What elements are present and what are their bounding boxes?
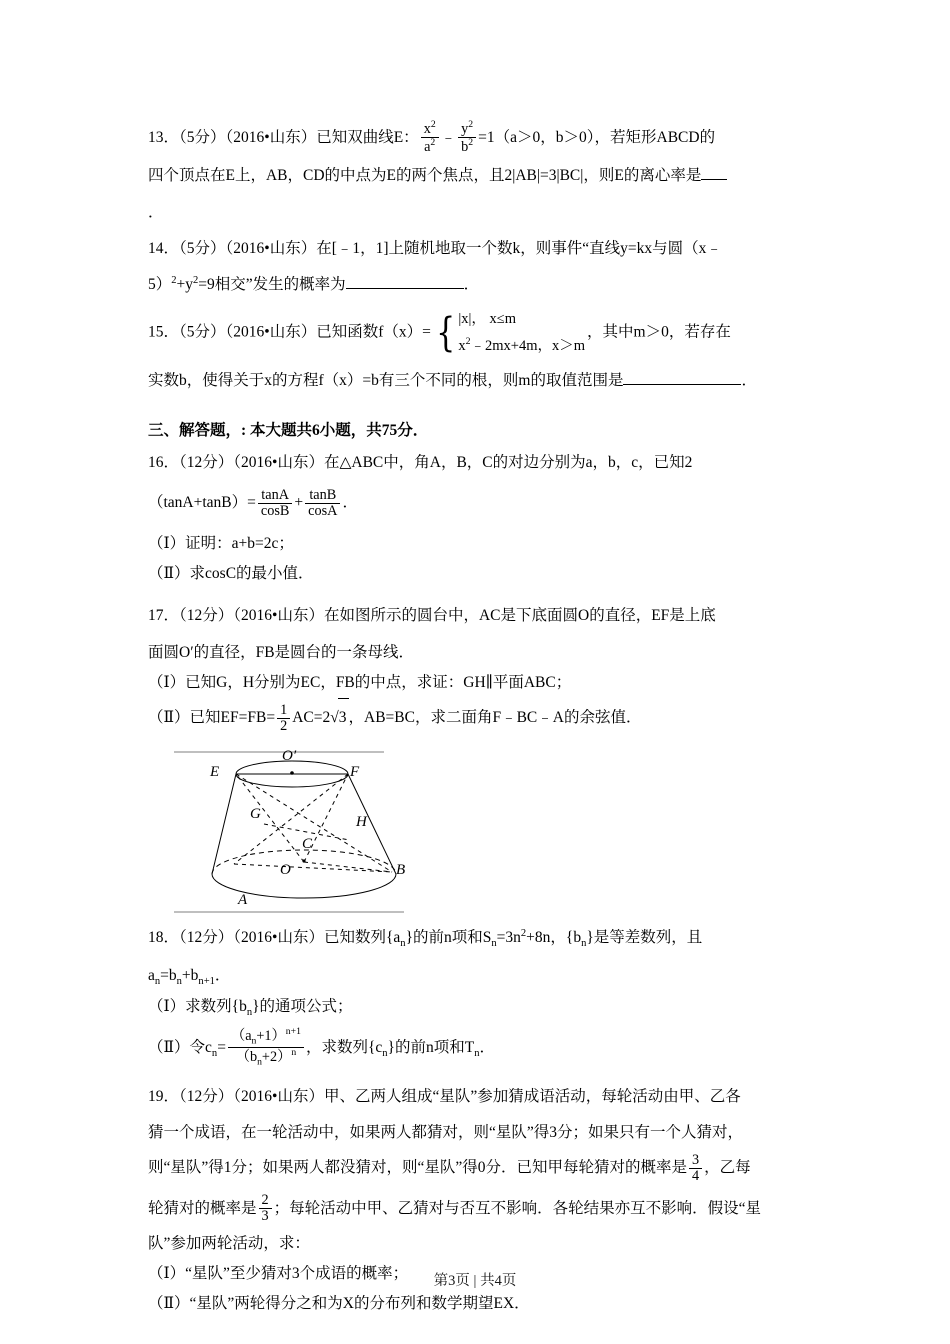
q16-period: ．	[342, 494, 358, 512]
q19-line3: 则“星队”得1分；如果两人都没猜对，则“星队”得0分．已知甲每轮猜对的概率是 $\frac{3}{4}$ ，乙每	[148, 1151, 751, 1185]
q18-line2: $a_n=b_n+b_{n+1}$．	[148, 966, 231, 987]
q16-fraction-tanA-cosB: $\frac{\tan A}{\cos B}$	[258, 488, 293, 520]
q15-answer-blank	[623, 384, 741, 385]
q13-line3: ．	[148, 203, 164, 221]
q13-source: （2016•山东）	[225, 129, 317, 147]
question-15-line2	[148, 366, 802, 396]
q16-part1: （Ⅰ）证明：a+b=2c；	[148, 535, 294, 552]
q17-source: （2016•山东）	[233, 607, 324, 625]
question-14-line2	[148, 270, 802, 300]
question-14	[148, 234, 802, 264]
q16-plus: +	[294, 494, 304, 512]
q13-fraction-y2-b2: $\frac{y^2}{b^2}$	[458, 120, 476, 155]
q14-source: （2016•山东）	[225, 239, 317, 257]
q15-piecewise	[433, 306, 585, 360]
figure-label-G: G	[250, 805, 261, 822]
q13-text-b: =1（a＞0，b＞0），若矩形ABCD的	[478, 129, 716, 147]
section-heading: 三、解答题，: 本大题共6小题，共75分．	[148, 422, 429, 440]
q17-fraction-half: $\frac{1}{2}$	[277, 703, 290, 735]
frustum-figure	[174, 744, 494, 919]
q16-score: （12分）	[179, 454, 234, 472]
figure-label-H: H	[356, 813, 367, 830]
q19-line5: 队”参加两轮活动，求：	[148, 1234, 310, 1252]
q18-fraction-cn: $\frac{(a_n+1)^{n+1}}{(b_n+2)^n}$	[228, 1027, 304, 1068]
figure-label-O-prime: O′	[282, 747, 297, 764]
q16-part2: （Ⅱ）求cosC的最小值．	[148, 565, 314, 583]
q14-answer-blank	[346, 288, 464, 289]
q19-source: （2016•山东）	[233, 1087, 324, 1105]
question-17	[148, 601, 802, 631]
q17-line2: 面圆O′的直径，FB是圆台的一条母线．	[148, 643, 415, 661]
q17-text-a: 在如图所示的圆台中，AC是下底面圆O的直径，EF是上底	[323, 607, 716, 625]
figure-label-B: B	[396, 861, 406, 878]
q19-part2: （Ⅱ）“星队”两轮得分之和为X的分布列和数学期望EX．	[148, 1295, 530, 1313]
q13-number: 13．	[148, 129, 180, 147]
q18-part2: （Ⅱ）令$c_n=$ $\frac{(a_n+1)^{n+1}}{(b_n+2)^n}$ ，求数列$\{c_n\}$的前n项和$T_n$．	[148, 1025, 495, 1068]
q19-number: 19．	[148, 1087, 180, 1105]
q15-text-b: ，其中m＞0，若存在	[587, 323, 731, 341]
q19-fraction-2-3: $\frac{2}{3}$	[259, 1193, 272, 1225]
q19-line4: 轮猜对的概率是 $\frac{2}{3}$ ；每轮活动中甲、乙猜对与否互不影响．各轮结果亦互不影响．假设“星	[148, 1192, 762, 1225]
question-13-line2	[148, 161, 802, 191]
question-16-formula	[148, 484, 802, 523]
question-18: 18．（12分）（2016•山东）已知数列$\{a_n\}$的前n项和$S_n=3n^2+8n$，$\{b_n\}$是等差数列，且	[148, 927, 703, 949]
q17-sqrt3: √3	[330, 698, 348, 738]
q15-piece-row2: $x^2﹣2mx+4m$，x＞m	[458, 336, 586, 354]
q15-source: （2016•山东）	[225, 323, 317, 341]
q15-text-a: 已知函数f（x）=	[316, 323, 431, 341]
q19-score: （12分）	[179, 1087, 234, 1105]
q17-number: 17．	[148, 607, 180, 625]
q14-score: （5分）	[179, 239, 226, 257]
q14-line2-c: =9相交”发生的概率为	[198, 275, 346, 293]
q13-answer-blank	[701, 179, 727, 180]
q13-line2: 四个顶点在E上，AB，CD的中点为E的两个焦点，且2|AB|=3|BC|，则E的离心率是	[148, 167, 702, 185]
figure-label-F: F	[350, 763, 360, 780]
q15-piece-row1: |x|， x≤m	[458, 311, 516, 328]
q15-line3: ．	[741, 371, 757, 389]
question-13-line3	[148, 198, 802, 228]
q18-number: 18．	[148, 928, 180, 946]
q14-line2-d: ．	[463, 275, 480, 293]
q18-score: （12分）	[179, 928, 234, 946]
figure-label-A: A	[238, 891, 248, 908]
q14-number: 14．	[148, 239, 180, 257]
page-footer: 第3页 | 共4页	[433, 1273, 517, 1289]
q17-score: （12分）	[179, 607, 234, 625]
q18-source: （2016•山东）	[233, 928, 324, 946]
q19-line2: 猜一个成语，在一轮活动中，如果两人都猜对，则“星队”得3分；如果只有一个人猜对，	[148, 1124, 744, 1142]
q14-text-a: 在[﹣1，1]上随机地取一个数k，则事件“直线y=kx与圆（x﹣	[316, 239, 722, 257]
q13-score: （5分）	[179, 129, 226, 147]
q16-equals: =	[247, 494, 256, 512]
question-13	[148, 120, 802, 155]
q16-source: （2016•山东）	[233, 454, 324, 472]
figure-label-C: C	[302, 835, 313, 852]
q16-fraction-tanB-cosA: $\frac{\tan B}{\cos A}$	[305, 488, 340, 520]
q14-line2-a: 5）	[148, 275, 172, 293]
q16-number: 16．	[148, 454, 180, 472]
q15-score: （5分）	[179, 323, 226, 341]
brace-icon: {	[436, 310, 456, 356]
q15-line2: 实数b，使得关于x的方程f（x）=b有三个不同的根，则m的取值范围是	[148, 371, 624, 389]
q17-part2: （Ⅱ）已知EF=FB= $\frac{1}{2}$ AC=2√3 ，AB=BC，求二面角F﹣BC﹣A的余弦值．	[148, 698, 802, 738]
q13-text-a: 已知双曲线E：	[316, 129, 419, 147]
frustum-diagram	[174, 744, 494, 919]
question-16	[148, 448, 802, 478]
q14-exp-1: 2	[171, 274, 177, 286]
q17-part1: （Ⅰ）已知G，H分别为EC，FB的中点，求证：GH∥平面ABC；	[148, 673, 572, 691]
q13-minus: ﹣	[440, 129, 457, 147]
q19-fraction-3-4: $\frac{3}{4}$	[689, 1153, 702, 1185]
figure-label-O: O	[280, 861, 291, 878]
q13-fraction-x2-a2: $\frac{x^2}{a^2}$	[421, 120, 439, 155]
q14-exp-2: 2	[193, 274, 199, 286]
q18-part1: （Ⅰ）求数列$\{b_n\}$的通项公式；	[148, 998, 353, 1019]
question-15	[148, 306, 802, 360]
q15-number: 15．	[148, 323, 180, 341]
q14-line2-b: +y	[176, 275, 194, 293]
figure-label-E: E	[210, 763, 220, 780]
q19-part1: （Ⅰ）“星队”至少猜对3个成语的概率；	[148, 1265, 409, 1283]
q16-text-a: 在△ABC中，角A，B，C的对边分别为a，b，c，已知2	[323, 454, 693, 472]
q16-lhs: （tanA+tanB）	[148, 494, 248, 512]
question-19: 19．（12分）（2016•山东）甲、乙两人组成“星队”参加猜成语活动，每轮活动由甲、乙各	[148, 1087, 741, 1105]
